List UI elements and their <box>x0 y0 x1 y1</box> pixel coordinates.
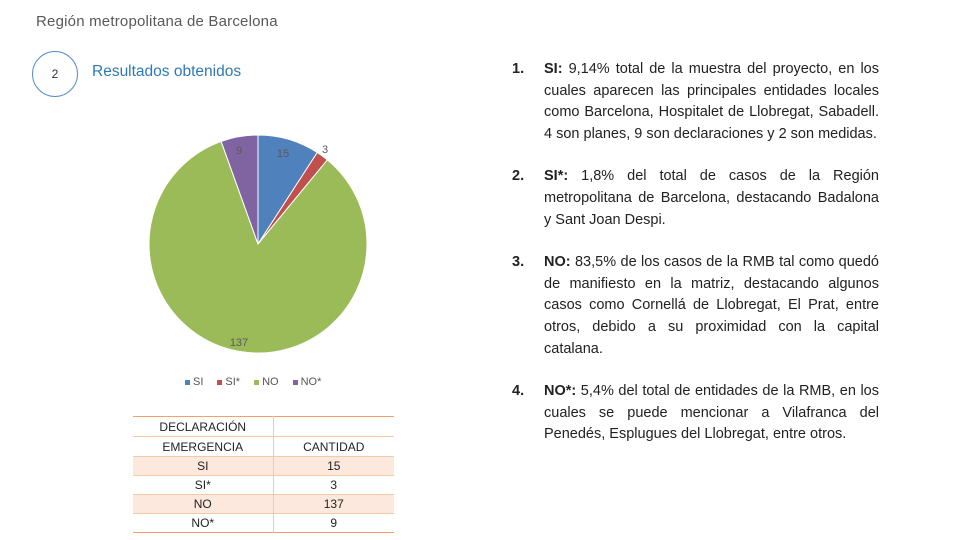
table-cell-label: SI <box>133 457 273 476</box>
section-title: Resultados obtenidos <box>92 63 242 80</box>
pie-data-label: 3 <box>321 143 329 156</box>
bullet-number: 4. <box>512 383 525 400</box>
pie-data-label: 137 <box>229 336 249 349</box>
bullet-text <box>544 59 879 145</box>
results-bullet-list <box>512 59 879 467</box>
table-header-col1-line1: DECLARACIÓN <box>133 417 273 437</box>
pie-data-label: 15 <box>276 147 290 160</box>
table-cell-label: SI* <box>133 476 273 495</box>
legend-label: NO <box>262 376 279 388</box>
table-header-row-2 <box>133 437 394 457</box>
bullet-body: 83,5% de los casos de la RMB tal como quedó de manifiesto en la matriz, destacando algunos casos como Cornellá de Llobregat, El Prat, entre otros, debido a su proximidad con la capital catalana. <box>544 254 879 357</box>
bullet-number: 1. <box>512 61 525 77</box>
table-cell-value: 3 <box>330 478 338 492</box>
table-cell-value: 15 <box>273 457 394 476</box>
legend-item <box>185 376 203 388</box>
bullet-si <box>512 59 879 145</box>
chart-legend <box>185 376 335 388</box>
table-row <box>133 476 394 495</box>
legend-swatch <box>185 380 190 385</box>
legend-label: SI <box>193 376 204 388</box>
slide-number-badge: 2 <box>32 51 78 97</box>
legend-label: SI* <box>225 376 241 388</box>
bullet-no-star <box>512 381 879 446</box>
legend-label: NO* <box>300 376 322 388</box>
bullet-lead: NO*: <box>544 383 577 400</box>
table-header-row-1 <box>133 417 394 437</box>
bullet-lead: SI: <box>544 61 563 77</box>
table-row <box>133 514 394 533</box>
legend-swatch <box>254 380 259 385</box>
bullet-lead: SI*: <box>544 168 569 185</box>
legend-item <box>217 376 240 388</box>
bullet-si-star <box>512 166 879 231</box>
bullet-no <box>512 252 879 360</box>
table-row <box>133 495 394 514</box>
bullet-body: 9,14% total de la muestra del proyecto, en los cuales aparecen las principales entidades locales como Barcelona, Hospitalet de Llobregat, Sabadell. 4 son planes, 9 son declaraciones y 2 son medidas. <box>544 61 879 142</box>
pie-data-label: 9 <box>235 144 243 157</box>
bullet-text <box>544 166 879 231</box>
bullet-lead: NO: <box>544 254 571 271</box>
bullet-number: 2. <box>512 168 525 185</box>
table-header-col2: CANTIDAD <box>303 439 365 454</box>
table-cell-value: 9 <box>330 516 338 530</box>
table-header-col1-line2: EMERGENCIA <box>133 437 273 457</box>
bullet-text <box>544 252 879 360</box>
table-header-spacer <box>273 417 394 437</box>
bullet-number: 3. <box>512 254 525 271</box>
table-cell-value: 137 <box>273 495 394 514</box>
legend-swatch <box>217 380 222 385</box>
table-cell-label: NO* <box>133 514 273 533</box>
data-table <box>133 416 394 533</box>
table-cell-label: NO <box>133 495 273 514</box>
region-title: Región metropolitana de Barcelona <box>36 13 278 30</box>
legend-item <box>293 376 322 388</box>
legend-swatch <box>293 380 298 385</box>
table-row <box>133 457 394 476</box>
bullet-body: 5,4% del total de entidades de la RMB, en los cuales se puede mencionar a Vilafranca del Penedés, Esplugues del Llobregat, entre otros. <box>544 383 879 443</box>
bullet-text <box>544 381 879 446</box>
bullet-body: 1,8% del total de casos de la Región metropolitana de Barcelona, destacando Badalona y Sant Joan Despi. <box>544 168 879 228</box>
legend-item <box>254 376 279 388</box>
